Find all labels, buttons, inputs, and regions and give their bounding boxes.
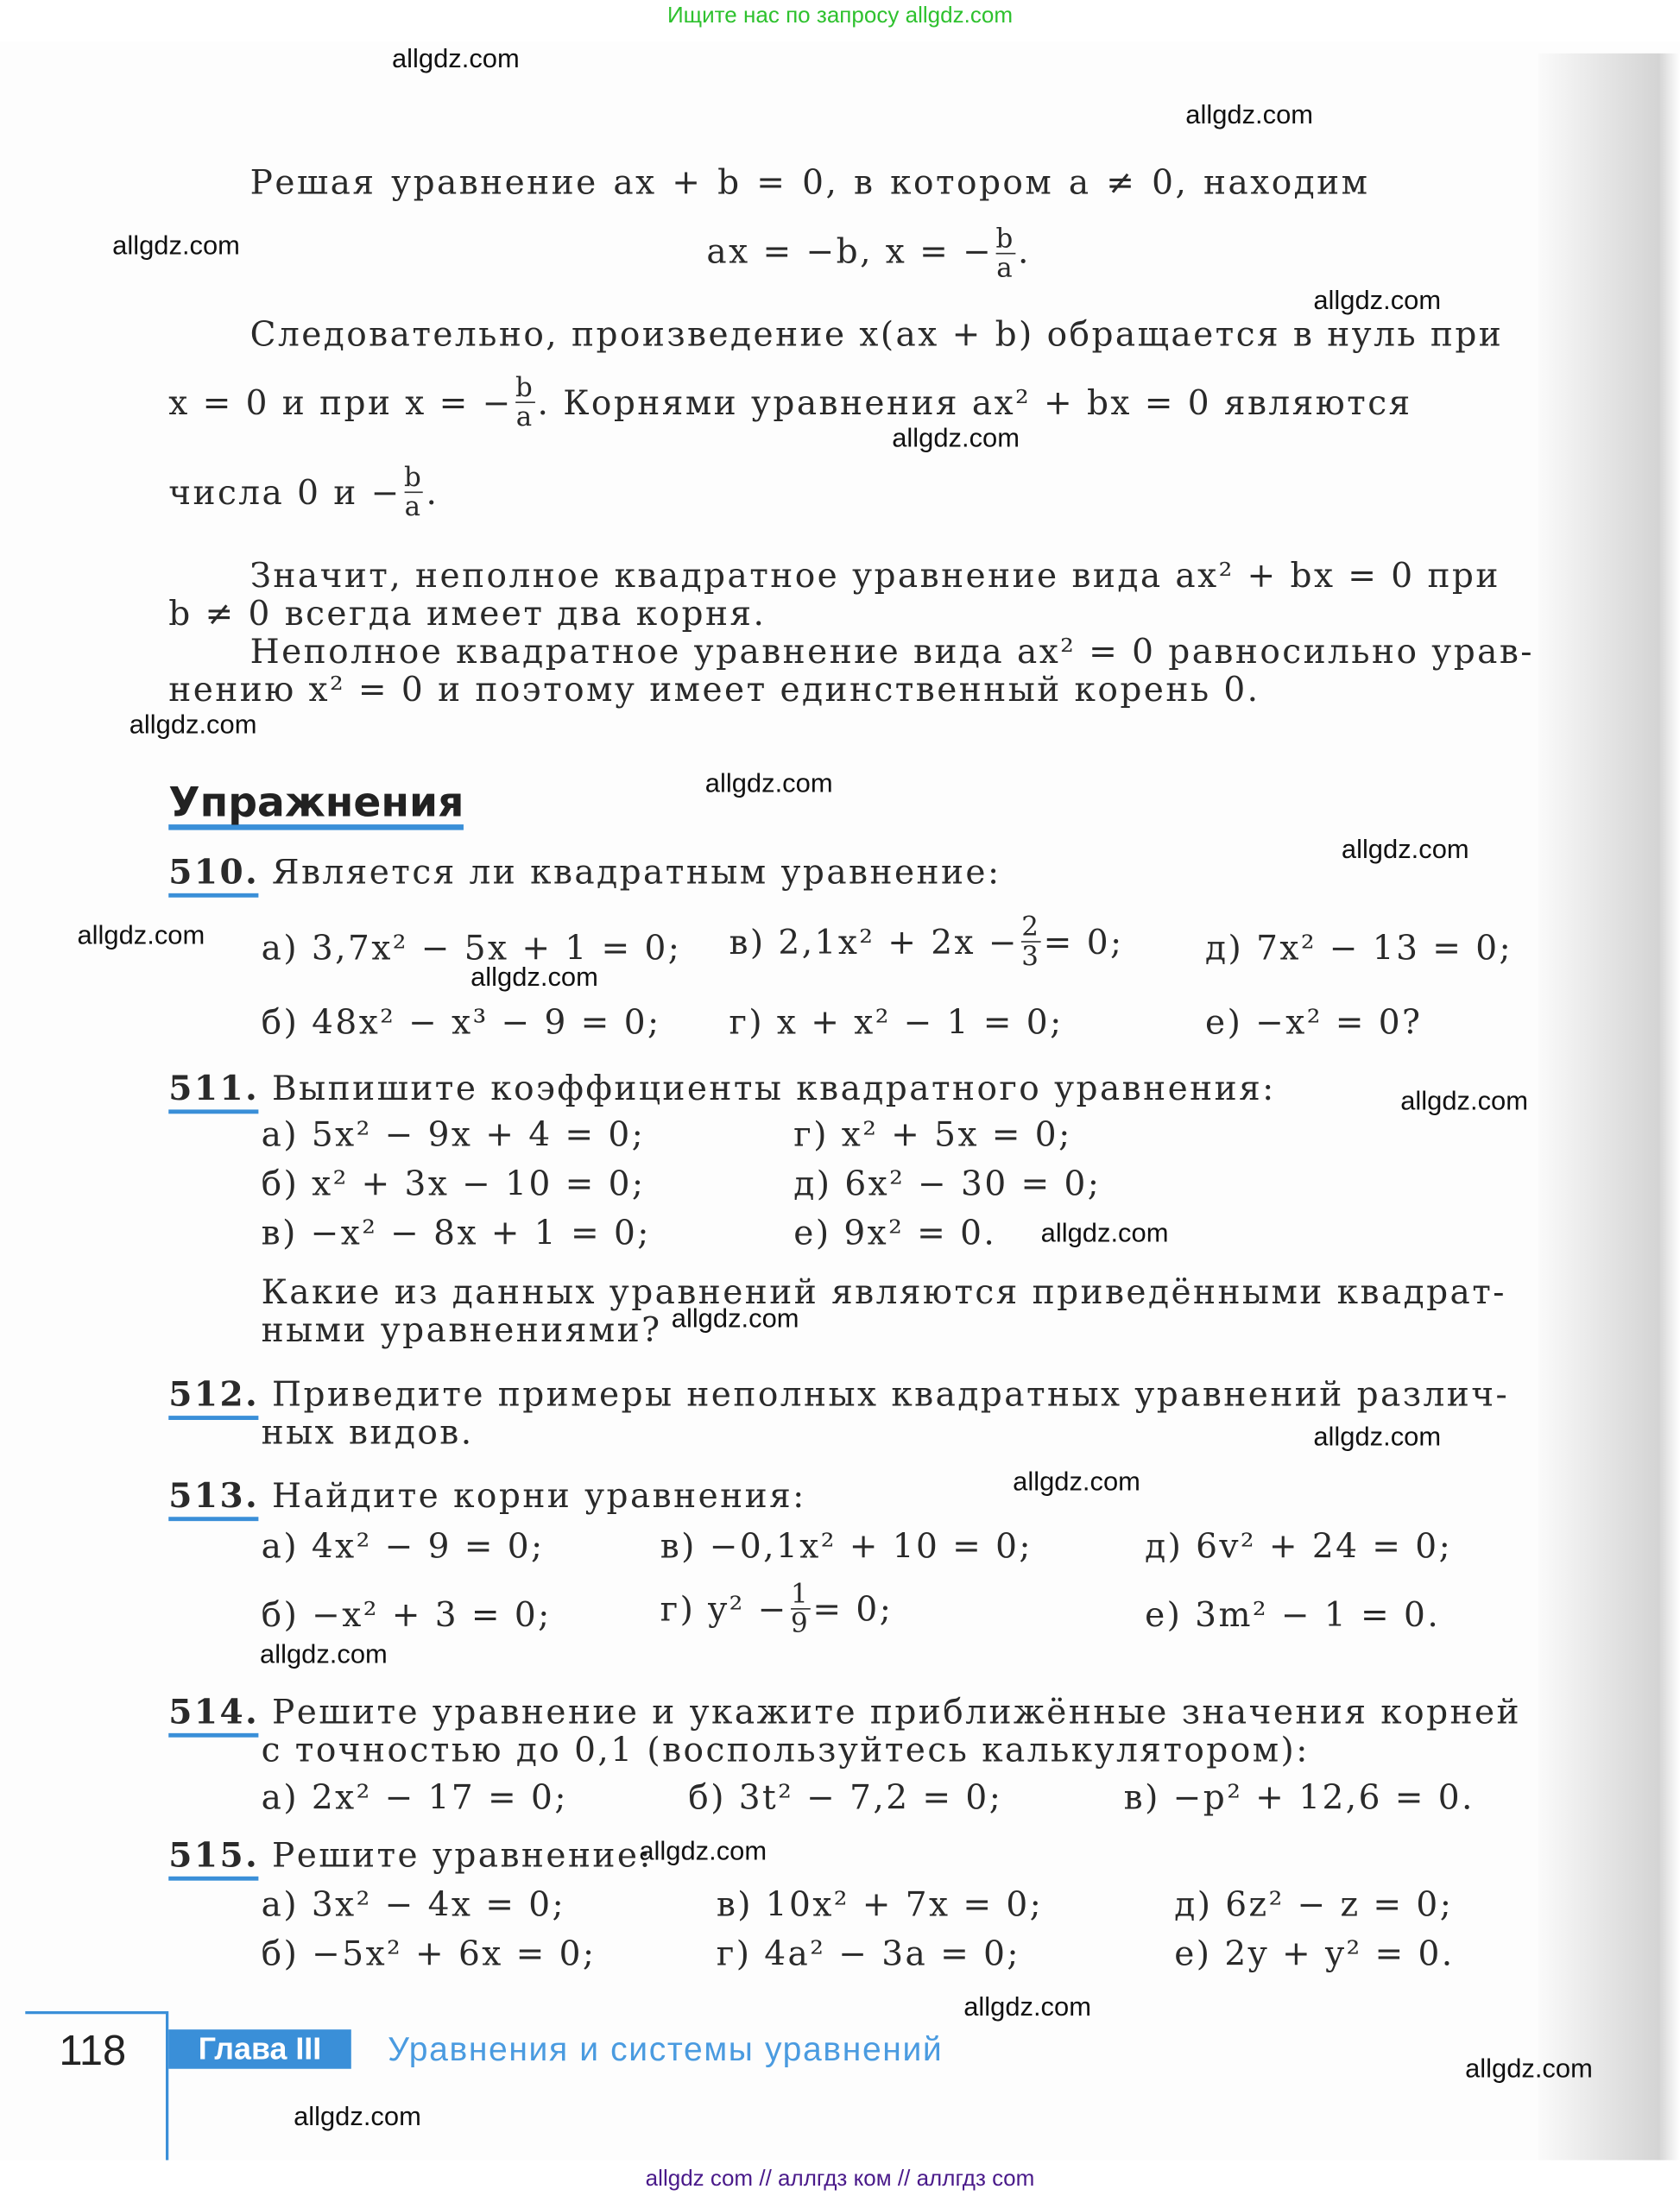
item: б) −x² + 3 = 0; [261,1595,552,1635]
watermark: allgdz.com [1465,2054,1593,2085]
denominator: a [404,491,423,523]
watermark: allgdz.com [704,769,833,799]
item: д) 6z² − z = 0; [1174,1884,1454,1925]
watermark: allgdz.com [671,1304,799,1334]
item: д) 7x² − 13 = 0; [1205,928,1513,969]
chapter-title: Уравнения и системы уравнений [388,2030,944,2069]
item: е) −x² = 0? [1205,1002,1423,1043]
exercise-number: 514. [168,1691,259,1738]
text: г) y² − [660,1589,788,1629]
exercise-text: Решите уравнение: [271,1835,654,1876]
text: x = 0 и при x = − [168,382,513,422]
fraction [791,1580,810,1637]
item: б) x² + 3x − 10 = 0; [261,1164,646,1204]
item: е) 3m² − 1 = 0. [1145,1595,1441,1635]
watermark: allgdz.com [1040,1219,1169,1249]
item: г) 4a² − 3a = 0; [716,1934,1020,1974]
watermark: allgdz.com [129,710,257,741]
watermark: allgdz.com [1313,1423,1442,1453]
page-fold-shadow [1538,54,1680,2161]
watermark: allgdz.com [639,1837,767,1867]
watermark: allgdz.com [112,231,240,262]
item: а) 2x² − 17 = 0; [261,1777,568,1818]
text: в) 2,1x² + 2x − [729,922,1020,962]
text: числа 0 и − [168,472,401,513]
exercise-text: Является ли квадратным уравнение: [271,852,1001,893]
item: г) x² + 5x = 0; [793,1114,1072,1155]
exercise-number: 513. [168,1474,259,1521]
exercise-number: 515. [168,1834,259,1881]
theory-line: Значит, неполное квадратное уравнение вида ax² + bx = 0 при [249,556,1500,596]
watermark: allgdz.com [294,2102,421,2132]
watermark: allgdz.com [1341,836,1469,866]
item: д) 6x² − 30 = 0; [793,1164,1102,1204]
watermark: allgdz.com [1400,1087,1529,1117]
item: е) 9x² = 0. [793,1213,997,1253]
item: в) −x² − 8x + 1 = 0; [261,1213,651,1253]
theory-line: Следовательно, произведение x(ax + b) обращается в нуль при [249,314,1504,355]
watermark: allgdz.com [260,1640,388,1670]
theory-line: b ≠ 0 всегда имеет два корня. [168,594,767,634]
item: б) 3t² − 7,2 = 0; [688,1777,1003,1818]
denominator: 9 [791,1608,811,1639]
item [729,913,1123,971]
item: б) −5x² + 6x = 0; [261,1934,597,1974]
watermark: allgdz.com [391,45,520,75]
exercise-515 [168,1833,654,1876]
footer-divider [25,2011,166,2014]
exercise-text: ных видов. [261,1412,474,1453]
fraction [404,464,423,521]
text: . Корнями уравнения ax² + bx = 0 являются [537,382,1412,422]
item: а) 4x² − 9 = 0; [261,1526,545,1567]
watermark: allgdz.com [471,963,598,994]
watermark: allgdz.com [77,921,205,951]
item: г) x + x² − 1 = 0; [729,1002,1064,1043]
numerator: b [403,462,424,494]
exercise-text: Решите уравнение и укажите приближённые значения корней [271,1692,1522,1732]
theory-line: Решая уравнение ax + b = 0, в котором a ≠ 0, находим [249,162,1370,203]
denominator: 3 [1021,941,1041,972]
denominator: a [996,252,1015,284]
chapter-badge: Глава III [168,2029,351,2069]
watermark: allgdz.com [1313,286,1442,317]
question: Какие из данных уравнений являются приведёнными квадрат- [261,1272,1506,1312]
exercise-512 [168,1373,1510,1415]
watermark: allgdz.com [1185,101,1314,131]
item: д) 6v² + 24 = 0; [1145,1526,1453,1567]
numerator: b [515,372,535,403]
theory-line [168,374,1497,432]
watermark: allgdz.com [1013,1467,1140,1498]
item: в) −0,1x² + 10 = 0; [660,1526,1033,1567]
watermark: allgdz.com [963,1992,1091,2023]
item: а) 3x² − 4x = 0; [261,1884,566,1925]
exercise-513 [168,1476,806,1516]
exercise-text: с точностью до 0,1 (воспользуйтесь калькулятором): [261,1730,1310,1770]
theory-line [168,464,439,521]
theory-line: нению x² = 0 и поэтому имеет единственный корень 0. [168,670,1260,710]
item: в) −p² + 12,6 = 0. [1123,1777,1475,1818]
exercise-514 [168,1691,1522,1732]
exercise-text: Приведите примеры неполных квадратных уравнений различ- [271,1374,1510,1415]
search-banner[interactable]: Ищите нас по запросу allgdz.com [666,3,1014,28]
numerator: 2 [1021,911,1041,943]
item [660,1580,894,1637]
theory-formula [706,224,1030,282]
exercise-text: Найдите корни уравнения: [271,1476,806,1516]
footer-links[interactable]: allgdz com // аллгдз ком // аллгдз com [645,2167,1035,2192]
formula-text: ax = −b, x = − [706,231,994,272]
item: а) 5x² − 9x + 4 = 0; [261,1114,646,1155]
watermark: allgdz.com [892,424,1020,454]
item: б) 48x² − x³ − 9 = 0; [261,1002,661,1043]
fraction [1021,913,1040,971]
theory-line: Неполное квадратное уравнение вида ax² = 0 равносильно урав- [249,632,1534,672]
item: в) 10x² + 7x = 0; [716,1884,1044,1925]
fraction [996,224,1015,282]
fraction [515,374,534,432]
exercise-text: Выпишите коэффициенты квадратного уравнения: [271,1069,1276,1108]
page-number: 118 [59,2028,127,2075]
section-heading: Упражнения [168,779,464,830]
question: ными уравнениями? [261,1310,662,1350]
formula-end: . [1018,231,1031,272]
exercise-number: 512. [168,1373,259,1420]
denominator: a [515,401,534,433]
item: е) 2y + y² = 0. [1174,1934,1455,1974]
numerator: b [995,223,1015,255]
numerator: 1 [791,1578,811,1610]
exercise-510 [168,853,1001,893]
text: = 0; [812,1589,894,1629]
exercise-511 [168,1069,1275,1108]
exercise-number: 511. [168,1068,259,1114]
exercise-number: 510. [168,851,259,898]
text: = 0; [1043,922,1124,962]
text: . [426,472,439,513]
item: а) 3,7x² − 5x + 1 = 0; [261,928,682,969]
